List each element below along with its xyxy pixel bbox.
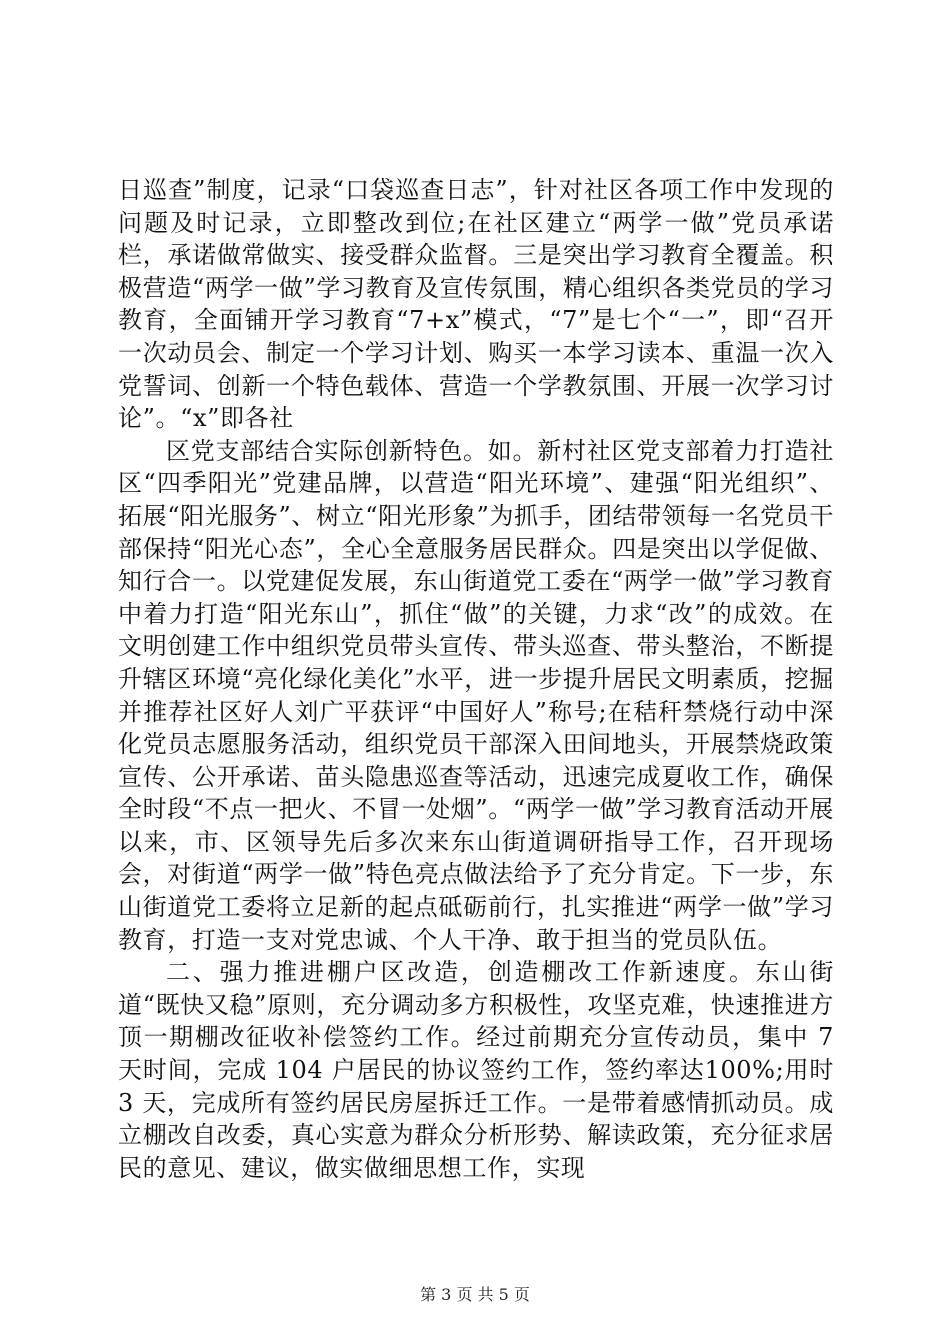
document-body [118,174,834,1184]
paragraph-2: 区党支部结合实际创新特色。如。新村社区党支部着力打造社区“四季阳光”党建品牌，以营造“阳光环境”、建强“阳光组织”、拓展“阳光服务”、树立“阳光形象”为抓手，团结带领每一名党员干部保持“阳光心态”，全心全意服务居民群众。四是突出以学促做、知行合一。以党建促发展，东山街道党工委在“两学一做”学习教育中着力打造“阳光东山”，抓住“做”的关键，力求“改”的成效。在文明创建工作中组织党员带头宣传、带头巡查、带头整治，不断提升辖区环境“亮化绿化美化”水平，进一步提升居民文明素质，挖掘并推荐社区好人刘广平获评“中国好人”称号;在秸秆禁烧行动中深化党员志愿服务活动，组织党员干部深入田间地头，开展禁烧政策宣传、公开承诺、苗头隐患巡查等活动，迅速完成夏收工作，确保全时段“不点一把火、不冒一处烟”。“两学一做”学习教育活动开展以来，市、区领导先后多次来东山街道调研指导工作，召开现场会，对街道“两学一做”特色亮点做法给予了充分肯定。下一步，东山街道党工委将立足新的起点砥砺前行，扎实推进“两学一做”学习教育，打造一支对党忠诚、个人干净、敢于担当的党员队伍。 [118,436,834,954]
paragraph-1: 日巡查”制度，记录“口袋巡查日志”，针对社区各项工作中发现的问题及时记录，立即整改到位;在社区建立“两学一做”党员承诺栏，承诺做常做实、接受群众监督。三是突出学习教育全覆盖。积极营造“两学一做”学习教育及宣传氛围，精心组织各类党员的学习教育，全面铺开学习教育“7+x”模式，“7”是七个“一”，即“召开一次动员会、制定一个学习计划、购买一本学习读本、重温一次入党誓词、创新一个特色载体、营造一个学教氛围、开展一次学习讨论”。“x”即各社 [118,176,834,433]
paragraph-3: 二、强力推进棚户区改造，创造棚改工作新速度。东山街道“既快又稳”原则，充分调动多方积极性，攻坚克难，快速推进方顶一期棚改征收补偿签约工作。经过前期充分宣传动员，集中 7 天时间，完成 104 户居民的协议签约工作，签约率达100%;用时 3 天，完成所有签约居民房屋拆迁工作。一是带着感情抓动员。成立棚改自改委，真心实意为群众分析形势、解读政策，充分征求居民的意见、建议，做实做细思想工作，实现 [118,958,834,1182]
page-number-footer: 第 3 页 共 5 页 [420,1285,530,1304]
